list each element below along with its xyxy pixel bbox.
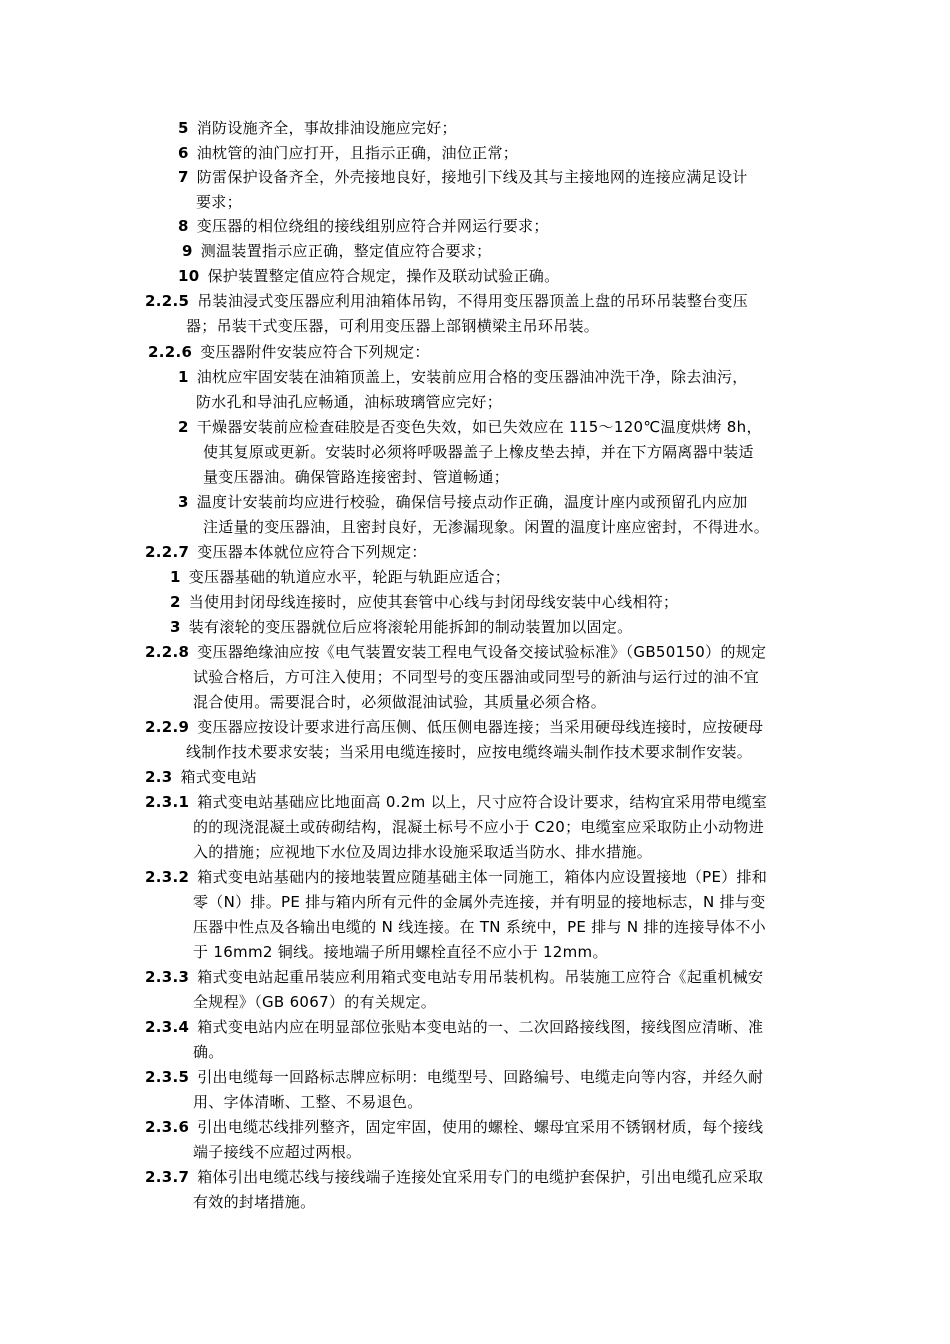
- item-text: 注适量的变压器油，且密封良好，无渗漏现象。闲置的温度计座应密封，不得进水。: [203, 518, 770, 536]
- list-item-continuation: [196, 190, 242, 214]
- list-item-continuation: [203, 515, 769, 539]
- item-number: 6: [178, 144, 189, 162]
- item-number: 5: [178, 119, 189, 137]
- clause: [145, 1065, 763, 1089]
- item-text: 量变压器油。确保管路连接密封、管道畅通；: [203, 468, 510, 486]
- clause-text: 变压器应按设计要求进行高压侧、低压侧电器连接；当采用硬母线连接时，应按硬母: [197, 718, 764, 736]
- clause: [145, 1115, 763, 1139]
- clause-number: 2.2.8: [145, 643, 190, 661]
- clause-continuation: [193, 915, 766, 939]
- item-number: 3: [170, 618, 181, 636]
- clause-text: 箱式变电站起重吊装应利用箱式变电站专用吊装机构。吊装施工应符合《起重机械安: [197, 968, 764, 986]
- item-text: 要求；: [196, 193, 242, 211]
- clause-continuation: [193, 690, 606, 714]
- clause-text: 全规程》（GB 6067）的有关规定。: [193, 993, 437, 1011]
- clause-text: 箱式变电站基础应比地面高 0.2m 以上，尺寸应符合设计要求，结构宜采用带电缆室: [197, 793, 768, 811]
- clause-number: 2.3.6: [145, 1118, 190, 1136]
- item-text: 温度计安装前均应进行校验，确保信号接点动作正确，温度计座内或预留孔内应加: [196, 493, 748, 511]
- clause-text: 压器中性点及各输出电缆的 N 线连接。在 TN 系统中，PE 排与 N 排的连接导体不小: [193, 918, 766, 936]
- clause-continuation: [193, 940, 608, 964]
- clause: [145, 640, 766, 664]
- item-number: 3: [178, 493, 189, 511]
- item-text: 防水孔和导油孔应畅通，油标玻璃管应完好；: [196, 393, 503, 411]
- clause-continuation: [193, 990, 436, 1014]
- item-text: 油枕应牢固安装在油箱顶盖上，安装前应用合格的变压器油冲洗干净，除去油污，: [196, 368, 748, 386]
- item-text: 变压器的相位绕组的接线组别应符合并网运行要求；: [196, 217, 549, 235]
- list-item: [178, 264, 559, 288]
- clause: [145, 1015, 763, 1039]
- item-text: 测温装置指示应正确，整定值应符合要求；: [200, 242, 492, 260]
- clause: [145, 865, 767, 889]
- clause-text: 试验合格后，方可注入使用；不同型号的变压器油或同型号的新油与运行过的油不宜: [193, 668, 760, 686]
- clause: [145, 540, 427, 564]
- item-text: 防雷保护设备齐全，外壳接地良好，接地引下线及其与主接地网的连接应满足设计: [196, 168, 748, 186]
- item-text: 使其复原或更新。安装时必须将呼吸器盖子上橡皮垫去掉，并在下方隔离器中装适: [203, 443, 754, 461]
- clause-text: 引出电缆芯线排列整齐，固定牢固，使用的螺栓、螺母宜采用不锈钢材质，每个接线: [197, 1118, 764, 1136]
- clause: [145, 715, 763, 739]
- list-item: [178, 214, 549, 238]
- clause-text: 混合使用。需要混合时，必须做混油试验，其质量必须合格。: [193, 693, 607, 711]
- item-text: 油枕管的油门应打开，且指示正确，油位正常；: [196, 144, 519, 162]
- clause-text: 确。: [193, 1043, 224, 1061]
- clause: [145, 289, 748, 313]
- clause-continuation: [193, 1040, 224, 1064]
- clause-number: 2.2.5: [145, 292, 190, 310]
- clause-number: 2.3.1: [145, 793, 190, 811]
- clause-text: 的的现浇混凝土或砖砌结构，混凝土标号不应小于 C20；电缆室应采取防止小动物进: [193, 818, 765, 836]
- section-number: 2.3: [145, 768, 173, 786]
- clause-text: 箱式变电站内应在明显部位张贴本变电站的一、二次回路接线图，接线图应清晰、准: [197, 1018, 764, 1036]
- item-text: 消防设施齐全，事故排油设施应完好；: [196, 119, 457, 137]
- section-title: 箱式变电站: [180, 768, 257, 786]
- clause-text: 端子接线不应超过两根。: [193, 1143, 362, 1161]
- list-item-continuation: [203, 465, 509, 489]
- item-number: 10: [178, 267, 200, 285]
- section-heading: [145, 765, 257, 789]
- clause-number: 2.3.5: [145, 1068, 190, 1086]
- clause-number: 2.2.7: [145, 543, 190, 561]
- clause: [145, 1165, 763, 1189]
- list-item-continuation: [203, 440, 754, 464]
- item-text: 保护装置整定值应符合规定，操作及联动试验正确。: [207, 267, 560, 285]
- item-number: 7: [178, 168, 189, 186]
- clause-number: 2.3.4: [145, 1018, 190, 1036]
- clause-text: 器；吊装干式变压器，可利用变压器上部钢横梁主吊环吊装。: [186, 317, 600, 335]
- list-item: [170, 590, 678, 614]
- clause-continuation: [193, 890, 766, 914]
- item-number: 2: [170, 593, 181, 611]
- clause-continuation: [193, 665, 759, 689]
- item-number: 9: [182, 242, 193, 260]
- clause-number: 2.3.2: [145, 868, 190, 886]
- list-item: [178, 116, 457, 140]
- list-item-continuation: [196, 390, 502, 414]
- item-number: 2: [178, 418, 189, 436]
- clause-continuation: [193, 1090, 423, 1114]
- clause: [148, 340, 430, 364]
- list-item: [178, 415, 762, 439]
- clause-text: 入的措施；应视地下水位及周边排水设施采取适当防水、排水措施。: [193, 843, 653, 861]
- clause-continuation: [186, 740, 752, 764]
- list-item: [170, 565, 510, 589]
- list-item: [178, 490, 748, 514]
- clause-text: 箱体引出电缆芯线与接线端子连接处宜采用专门的电缆护套保护，引出电缆孔应采取: [197, 1168, 764, 1186]
- clause-text: 变压器本体就位应符合下列规定：: [197, 543, 427, 561]
- item-number: 1: [170, 568, 181, 586]
- clause-number: 2.3.3: [145, 968, 190, 986]
- clause-text: 用、字体清晰、工整、不易退色。: [193, 1093, 423, 1111]
- clause-text: 线制作技术要求安装；当采用电缆连接时，应按电缆终端头制作技术要求制作安装。: [186, 743, 753, 761]
- clause-text: 变压器附件安装应符合下列规定：: [200, 343, 430, 361]
- clause-continuation: [186, 314, 599, 338]
- list-item: [170, 615, 632, 639]
- list-item: [182, 239, 491, 263]
- clause-text: 吊装油浸式变压器应利用油箱体吊钩，不得用变压器顶盖上盘的吊环吊装整台变压: [197, 292, 749, 310]
- clause-text: 变压器绝缘油应按《电气装置安装工程电气设备交接试验标准》（GB50150）的规定: [197, 643, 767, 661]
- clause-number: 2.2.6: [148, 343, 193, 361]
- list-item: [178, 165, 748, 189]
- list-item: [178, 365, 748, 389]
- clause-continuation: [193, 815, 764, 839]
- clause-number: 2.2.9: [145, 718, 190, 736]
- clause-text: 零（N）排。PE 排与箱内所有元件的金属外壳连接，并有明显的接地标志，N 排与变: [193, 893, 766, 911]
- item-number: 8: [178, 217, 189, 235]
- clause-number: 2.3.7: [145, 1168, 190, 1186]
- item-number: 1: [178, 368, 189, 386]
- list-item: [178, 141, 518, 165]
- clause-text: 于 16mm2 铜线。接地端子所用螺栓直径不应小于 12mm。: [193, 943, 608, 961]
- item-text: 变压器基础的轨道应水平，轮距与轨距应适合；: [188, 568, 511, 586]
- clause: [145, 790, 767, 814]
- clause: [145, 965, 763, 989]
- item-text: 干燥器安装前应检查硅胶是否变色失效，如已失效应在 115～120℃温度烘烤 8h，: [196, 418, 762, 436]
- clause-text: 箱式变电站基础内的接地装置应随基础主体一同施工，箱体内应设置接地（PE）排和: [197, 868, 768, 886]
- clause-text: 有效的封堵措施。: [193, 1193, 316, 1211]
- item-text: 装有滚轮的变压器就位后应将滚轮用能拆卸的制动装置加以固定。: [188, 618, 633, 636]
- clause-text: 引出电缆每一回路标志牌应标明：电缆型号、回路编号、电缆走向等内容，并经久耐: [197, 1068, 764, 1086]
- clause-continuation: [193, 840, 652, 864]
- item-text: 当使用封闭母线连接时，应使其套管中心线与封闭母线安装中心线相符；: [188, 593, 679, 611]
- clause-continuation: [193, 1140, 361, 1164]
- clause-continuation: [193, 1190, 315, 1214]
